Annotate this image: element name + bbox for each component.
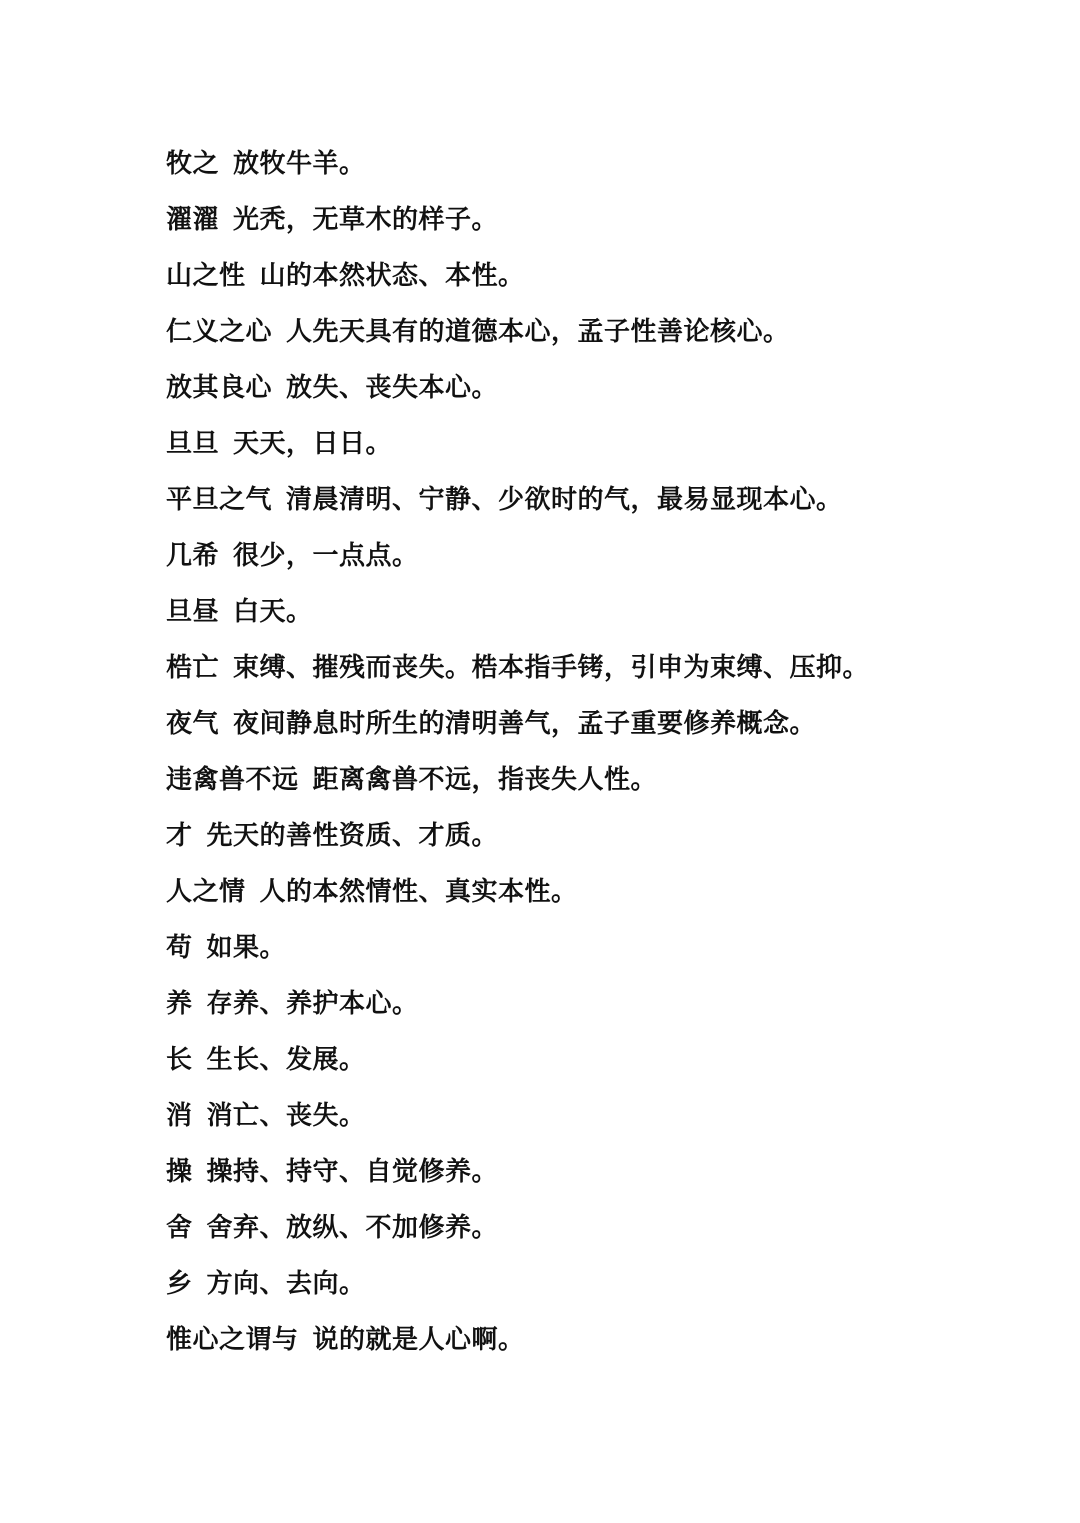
- entry-definition: 舍弃、放纵、不加修养。: [206, 1213, 499, 1243]
- entry-definition: 白天。: [233, 597, 313, 627]
- entry-definition: 放失、丧失本心。: [286, 373, 499, 403]
- glossary-entry: [166, 976, 1046, 1032]
- entry-term: 人之情: [166, 877, 246, 907]
- entry-definition: 人的本然情性、真实本性。: [259, 877, 578, 907]
- entry-definition: 存养、养护本心。: [206, 989, 419, 1019]
- glossary-entry: [166, 696, 1046, 752]
- glossary-entry: [166, 808, 1046, 864]
- entry-definition: 束缚、摧残而丧失。梏本指手铐，引申为束缚、压抑。: [233, 653, 870, 683]
- entry-term: 才: [166, 821, 193, 851]
- glossary-entry: [166, 584, 1046, 640]
- glossary-entry: [166, 864, 1046, 920]
- glossary-entry: [166, 304, 1046, 360]
- entry-term: 濯濯: [166, 205, 220, 235]
- glossary-entry: [166, 192, 1046, 248]
- entry-term: 苟: [166, 933, 193, 963]
- glossary-entry: [166, 1032, 1046, 1088]
- entry-term: 平旦之气: [166, 485, 273, 515]
- entry-term: 惟心之谓与: [166, 1325, 299, 1355]
- entry-term: 山之性: [166, 261, 246, 291]
- entry-term: 舍: [166, 1213, 193, 1243]
- entry-term: 几希: [166, 541, 220, 571]
- entry-definition: 人先天具有的道德本心，孟子性善论核心。: [286, 317, 790, 347]
- entry-term: 仁义之心: [166, 317, 273, 347]
- glossary-entry: [166, 1200, 1046, 1256]
- glossary-entry: [166, 472, 1046, 528]
- glossary-entry: [166, 1312, 1046, 1368]
- entry-term: 牧之: [166, 149, 220, 179]
- entry-term: 梏亡: [166, 653, 220, 683]
- entry-term: 违禽兽不远: [166, 765, 299, 795]
- entry-definition: 很少，一点点。: [233, 541, 419, 571]
- entry-definition: 操持、持守、自觉修养。: [206, 1157, 499, 1187]
- glossary-entry: [166, 360, 1046, 416]
- entry-definition: 山的本然状态、本性。: [259, 261, 525, 291]
- entry-term: 乡: [166, 1269, 193, 1299]
- entry-definition: 放牧牛羊。: [233, 149, 366, 179]
- entry-definition: 生长、发展。: [206, 1045, 366, 1075]
- glossary-entry: [166, 752, 1046, 808]
- glossary-entry: [166, 640, 1046, 696]
- entry-definition: 天天，日日。: [233, 429, 393, 459]
- glossary-entry: [166, 248, 1046, 304]
- entry-term: 旦旦: [166, 429, 220, 459]
- glossary-entry: [166, 1144, 1046, 1200]
- entry-definition: 如果。: [206, 933, 287, 963]
- glossary-entry: [166, 528, 1046, 584]
- entry-definition: 先天的善性资质、才质。: [206, 821, 499, 851]
- entry-definition: 消亡、丧失。: [206, 1101, 366, 1131]
- entry-definition: 方向、去向。: [206, 1269, 366, 1299]
- entry-definition: 光秃，无草木的样子。: [233, 205, 499, 235]
- glossary-list: [166, 136, 1046, 1368]
- glossary-entry: [166, 1088, 1046, 1144]
- glossary-entry: [166, 1256, 1046, 1312]
- entry-term: 旦昼: [166, 597, 220, 627]
- entry-term: 长: [166, 1045, 193, 1075]
- glossary-entry: [166, 920, 1046, 976]
- entry-definition: 说的就是人心啊。: [312, 1325, 525, 1355]
- entry-term: 操: [166, 1157, 193, 1187]
- entry-term: 养: [166, 989, 193, 1019]
- glossary-entry: [166, 136, 1046, 192]
- entry-term: 夜气: [166, 709, 220, 739]
- entry-definition: 夜间静息时所生的清明善气，孟子重要修养概念。: [233, 709, 817, 739]
- entry-definition: 清晨清明、宁静、少欲时的气，最易显现本心。: [286, 485, 843, 515]
- entry-definition: 距离禽兽不远，指丧失人性。: [312, 765, 658, 795]
- glossary-entry: [166, 416, 1046, 472]
- entry-term: 消: [166, 1101, 193, 1131]
- entry-term: 放其良心: [166, 373, 273, 403]
